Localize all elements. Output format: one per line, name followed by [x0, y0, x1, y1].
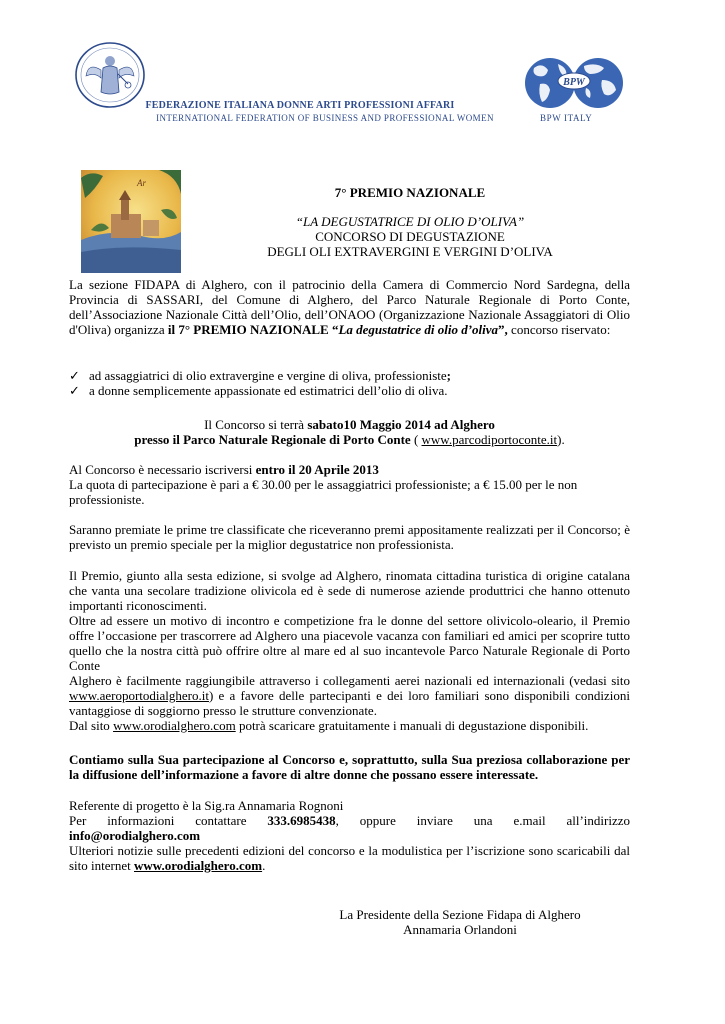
intro-riservato: concorso riservato: [507, 322, 611, 337]
premio-description [69, 568, 630, 733]
title-premio: 7° PREMIO NAZIONALE [334, 185, 486, 200]
manuals-text-2: potrà scaricare gratuitamente i manuali di degustazione disponibili. [235, 718, 589, 733]
contact-line [69, 813, 630, 828]
title-oli: DEGLI OLI EXTRAVERGINI E VERGINI D’OLIVA [267, 244, 553, 259]
premio-manuals [69, 718, 630, 733]
contact-email[interactable]: info@orodialghero.com [69, 828, 201, 843]
premio-history: Il Premio, giunto alla sesta edizione, si svolge ad Alghero, rinomata cittadina turistica di origine catalana che vanta una secolare tradizione olivicola ed è sede di numerose aziende produttrici che hanno ottenuto importanti riconoscimenti. [69, 568, 630, 613]
intro-paragraph [69, 277, 630, 337]
registration-text: Al Concorso è necessario iscriversi [69, 462, 256, 477]
event-painting-image [81, 170, 181, 273]
checkmark-icon: ✓ [69, 383, 80, 398]
bullet-list [69, 368, 630, 398]
appeal-paragraph: Contiamo sulla Sua partecipazione al Concorso e, soprattutto, sulla Sua preziosa collaborazione per la diffusione dell’informazione a favore di altre donne che possano essere interessate. [69, 752, 630, 782]
more-info-text: Ulteriori notizie sulle precedenti edizioni del concorso e la modulistica per l’iscrizione sono scaricabili dal sito internet [69, 843, 630, 873]
checkmark-icon: ✓ [69, 368, 80, 383]
event-details [69, 417, 630, 447]
contact-text-2: , oppure inviare una e.mail all’indirizzo [335, 813, 630, 828]
contact-text: Per informazioni contattare [69, 813, 268, 828]
paren-close: ). [557, 432, 565, 447]
signature-name: Annamaria Orlandoni [403, 922, 517, 937]
list-item [69, 368, 630, 383]
prizes-paragraph: Saranno premiate le prime tre classificate che riceveranno premi appositamente realizzati per il Concorso; è previsto un premio speciale per la miglior degustatrice non professionista. [69, 522, 630, 552]
bpw-logo-text: BPW [563, 77, 585, 88]
registration-fee: La quota di partecipazione è pari a € 30.00 per le assaggiatrici professioniste; a € 15.00 per le non professioniste. [69, 477, 578, 507]
signature-title: La Presidente della Sezione Fidapa di Alghero [339, 907, 581, 922]
parco-link[interactable]: www.parcodiportoconte.it [421, 432, 558, 447]
premio-access [69, 673, 630, 718]
intro-text: La sezione FIDAPA di Alghero, con il patrocinio della Camera di Commercio Nord Sardegna, della Provincia di SASSARI, del Comune di Alghero, del Parco Naturale Regionale di Porto Conte, dell’Associazione Nazionale Città dell’Olio, dell’ONAOO (Organizzazione Nazionale Assaggiatori di Olio d'Oliva) organizza [69, 277, 630, 337]
referente: Referente di progetto è la Sig.ra Annamaria Rognoni [69, 798, 344, 813]
more-info-end: . [262, 858, 266, 873]
federation-name: FEDERAZIONE ITALIANA DONNE ARTI PROFESSIONI AFFARI [145, 100, 455, 111]
contact-info [69, 798, 630, 873]
bullet-text: ad assaggiatrici di olio extravergine e vergine di oliva, professioniste [89, 368, 447, 383]
bpw-logo [518, 54, 630, 112]
access-text: Alghero è facilmente raggiungibile attraverso i collegamenti aerei nazionali ed internazionali (vedasi sito [69, 673, 630, 688]
event-intro: Il Concorso si terrà [204, 417, 308, 432]
event-date: sabato10 Maggio 2014 ad Alghero [307, 417, 495, 432]
title-block [240, 185, 580, 259]
bullet-suffix: ; [446, 368, 451, 383]
event-place: presso il Parco Naturale Regionale di Porto Conte [134, 432, 411, 447]
intro-close-quote: ”, [498, 322, 508, 337]
paren-open: ( [410, 432, 422, 447]
manuals-text: Dal sito [69, 718, 114, 733]
signature [300, 907, 620, 937]
international-federation-name: INTERNATIONAL FEDERATION OF BUSINESS AND PROFESSIONAL WOMEN [156, 113, 494, 123]
registration-deadline: entro il 20 Aprile 2013 [255, 462, 379, 477]
more-info [69, 843, 630, 873]
intro-premio-bold: il 7° PREMIO NAZIONALE “ [167, 322, 339, 337]
title-degustatrice: “LA DEGUSTATRICE DI OLIO D’OLIVA” [295, 214, 525, 229]
access-text-2: ) e a favore delle partecipanti e dei loro familiari sono disponibili condizioni vantaggiose di soggiorno presso le strutture convenzionate. [69, 688, 630, 718]
list-item [69, 383, 630, 398]
registration-info [69, 462, 630, 507]
aeroporto-link[interactable]: www.aeroportodialghero.it [69, 688, 209, 703]
bpw-italy-label: BPW ITALY [540, 113, 593, 123]
title-concorso: CONCORSO DI DEGUSTAZIONE [315, 229, 505, 244]
premio-occasion: Oltre ad essere un motivo di incontro e competizione fra le donne del settore olivicolo-oleario, il Premio offre l’occasione per trascorrere ad Alghero una piacevole vacanza con familiari ed amici per scoprire tutto quello che la nostra città può offrire oltre al mare ed al suo incantevole Parco Naturale Regionale di Porto Conte [69, 613, 630, 673]
intro-degustatrice-title: La degustatrice di olio d’oliva [338, 322, 499, 337]
orodialghero-link[interactable]: www.orodialghero.com [113, 718, 236, 733]
svg-text:Ar: Ar [137, 178, 146, 188]
contact-phone[interactable]: 333.6985438 [267, 813, 336, 828]
more-info-link[interactable]: www.orodialghero.com [134, 858, 263, 873]
bullet-text: a donne semplicemente appassionate ed estimatrici dell’olio di oliva. [89, 383, 448, 398]
